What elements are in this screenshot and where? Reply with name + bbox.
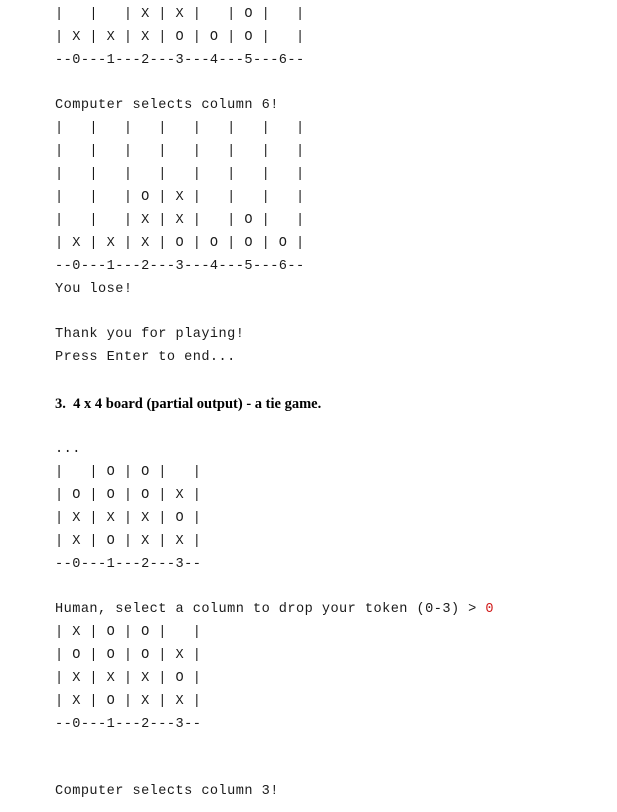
board-axis: --0---1---2---3---4---5---6--: [55, 53, 305, 68]
press-enter-text: Press Enter to end...: [55, 350, 236, 365]
human-prompt: [55, 602, 494, 618]
computer-move-text: Computer selects column 6!: [55, 98, 279, 113]
ellipsis-text: ...: [55, 442, 81, 457]
board-axis: --0---1---2---3--: [55, 557, 202, 572]
board-row: | | | | | | | |: [55, 121, 305, 136]
thanks-text: Thank you for playing!: [55, 327, 245, 342]
prompt-input-value: 0: [485, 602, 494, 617]
prompt-text: Human, select a column to drop your token (0-3) >: [55, 602, 486, 617]
board-row: | | O | O | |: [55, 465, 202, 480]
section-heading: 3. 4 x 4 board (partial output) - a tie game.: [55, 396, 322, 412]
board-row: | X | X | X | O | O | O | O |: [55, 236, 305, 251]
board-row: | X | X | X | O |: [55, 511, 202, 526]
board-row: | X | O | X | X |: [55, 694, 202, 709]
board-row: | | | | | | | |: [55, 167, 305, 182]
board-row: | O | O | O | X |: [55, 488, 202, 503]
computer-move-text: Computer selects column 3!: [55, 784, 279, 799]
board-axis: --0---1---2---3--: [55, 717, 202, 732]
board-row: | | | X | X | | O | |: [55, 213, 305, 228]
board-row: | X | X | X | O |: [55, 671, 202, 686]
board-row: | X | O | X | X |: [55, 534, 202, 549]
result-text: You lose!: [55, 282, 133, 297]
board-row: | O | O | O | X |: [55, 648, 202, 663]
board-axis: --0---1---2---3---4---5---6--: [55, 259, 305, 274]
board-row: | | | | | | | |: [55, 144, 305, 159]
board-row: | X | O | O | |: [55, 625, 202, 640]
board-row: | X | X | X | O | O | O | |: [55, 30, 305, 45]
board-row: | | | O | X | | | |: [55, 190, 305, 205]
board-row: | | | X | X | | O | |: [55, 7, 305, 22]
